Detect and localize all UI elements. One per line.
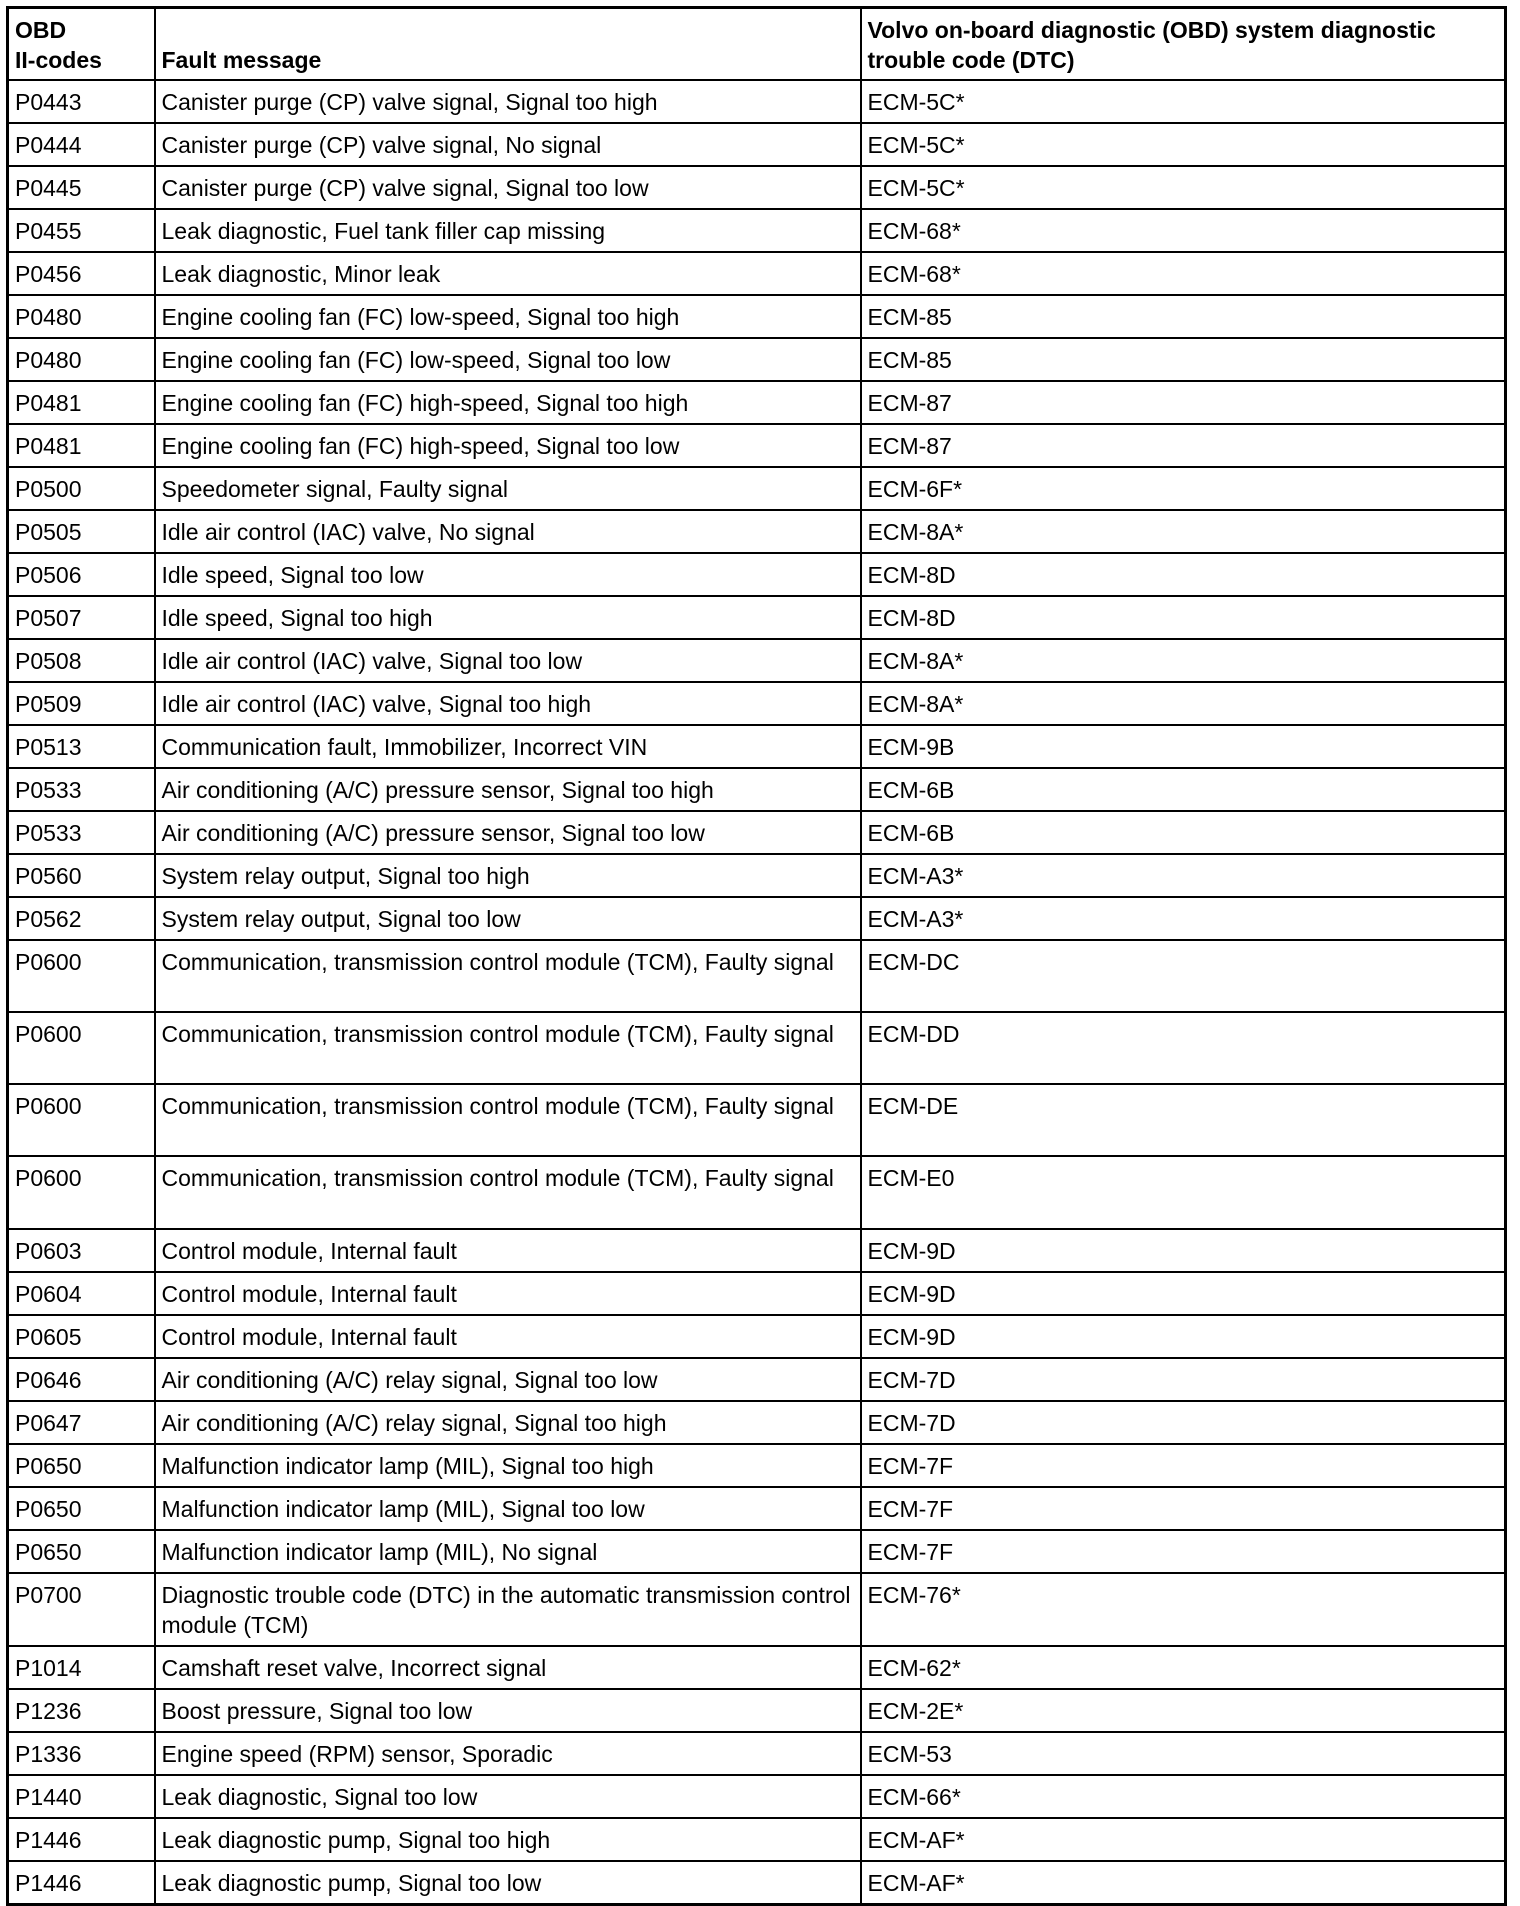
table-row [8, 252, 1506, 295]
table-row [8, 1487, 1506, 1530]
volvo-dtc-cell: ECM-A3* [861, 854, 1506, 897]
volvo-dtc-cell: ECM-68* [861, 209, 1506, 252]
obd-code-cell: P1440 [8, 1775, 155, 1818]
volvo-dtc-cell: ECM-85 [861, 295, 1506, 338]
table-row [8, 553, 1506, 596]
table-row [8, 467, 1506, 510]
table-row [8, 1358, 1506, 1401]
fault-message-cell: Canister purge (CP) valve signal, No signal [155, 123, 861, 166]
volvo-dtc-cell: ECM-9D [861, 1229, 1506, 1272]
fault-message-cell: Leak diagnostic pump, Signal too low [155, 1861, 861, 1905]
table-row [8, 295, 1506, 338]
table-row [8, 1444, 1506, 1487]
volvo-dtc-cell: ECM-6B [861, 768, 1506, 811]
obd-code-cell: P0562 [8, 897, 155, 940]
fault-message-cell: Control module, Internal fault [155, 1229, 861, 1272]
table-body [8, 80, 1506, 1905]
table-row [8, 1315, 1506, 1358]
table-row [8, 940, 1506, 1012]
volvo-dtc-cell: ECM-8A* [861, 510, 1506, 553]
table-header-row [8, 8, 1506, 80]
obd-code-cell: P0600 [8, 1156, 155, 1228]
obd-code-cell: P0605 [8, 1315, 155, 1358]
obd-code-cell: P0480 [8, 338, 155, 381]
obd-code-cell: P0443 [8, 80, 155, 123]
obd-code-cell: P0650 [8, 1487, 155, 1530]
table-row [8, 596, 1506, 639]
table-row [8, 381, 1506, 424]
volvo-dtc-cell: ECM-5C* [861, 123, 1506, 166]
volvo-dtc-cell: ECM-6F* [861, 467, 1506, 510]
fault-message-cell: Engine cooling fan (FC) high-speed, Signal too high [155, 381, 861, 424]
volvo-dtc-cell: ECM-7D [861, 1358, 1506, 1401]
table-row [8, 1573, 1506, 1646]
volvo-dtc-cell: ECM-5C* [861, 80, 1506, 123]
obd-code-cell: P0560 [8, 854, 155, 897]
table-row [8, 1012, 1506, 1084]
dtc-table-wrapper [6, 6, 1507, 1906]
volvo-dtc-cell: ECM-DE [861, 1084, 1506, 1156]
volvo-dtc-cell: ECM-87 [861, 381, 1506, 424]
obd-code-cell: P0481 [8, 424, 155, 467]
volvo-dtc-cell: ECM-62* [861, 1646, 1506, 1689]
table-row [8, 1530, 1506, 1573]
volvo-dtc-cell: ECM-8A* [861, 682, 1506, 725]
volvo-dtc-cell: ECM-76* [861, 1573, 1506, 1646]
obd-code-cell: P0700 [8, 1573, 155, 1646]
fault-message-cell: Idle air control (IAC) valve, Signal too high [155, 682, 861, 725]
volvo-dtc-cell: ECM-DC [861, 940, 1506, 1012]
volvo-dtc-cell: ECM-5C* [861, 166, 1506, 209]
fault-message-cell: Control module, Internal fault [155, 1272, 861, 1315]
table-row [8, 80, 1506, 123]
table-row [8, 209, 1506, 252]
volvo-dtc-cell: ECM-53 [861, 1732, 1506, 1775]
fault-message-cell: System relay output, Signal too high [155, 854, 861, 897]
fault-message-cell: Communication, transmission control module (TCM), Faulty signal [155, 1012, 861, 1084]
table-row [8, 1272, 1506, 1315]
table-row [8, 1775, 1506, 1818]
volvo-dtc-cell: ECM-87 [861, 424, 1506, 467]
volvo-dtc-cell: ECM-85 [861, 338, 1506, 381]
obd-code-cell: P1014 [8, 1646, 155, 1689]
table-row [8, 682, 1506, 725]
fault-message-cell: Air conditioning (A/C) relay signal, Signal too low [155, 1358, 861, 1401]
table-row [8, 725, 1506, 768]
table-row [8, 1818, 1506, 1861]
volvo-dtc-cell: ECM-7F [861, 1487, 1506, 1530]
dtc-table [6, 6, 1507, 1906]
fault-message-cell: Boost pressure, Signal too low [155, 1689, 861, 1732]
fault-message-cell: Malfunction indicator lamp (MIL), No signal [155, 1530, 861, 1573]
fault-message-cell: Engine cooling fan (FC) low-speed, Signal too low [155, 338, 861, 381]
fault-message-cell: Camshaft reset valve, Incorrect signal [155, 1646, 861, 1689]
fault-message-cell: Communication, transmission control module (TCM), Faulty signal [155, 1156, 861, 1228]
volvo-dtc-cell: ECM-9B [861, 725, 1506, 768]
obd-code-cell: P0600 [8, 1012, 155, 1084]
table-row [8, 1646, 1506, 1689]
fault-message-cell: Air conditioning (A/C) pressure sensor, Signal too low [155, 811, 861, 854]
table-row [8, 1229, 1506, 1272]
obd-code-cell: P0509 [8, 682, 155, 725]
obd-code-cell: P1336 [8, 1732, 155, 1775]
fault-message-cell: Engine speed (RPM) sensor, Sporadic [155, 1732, 861, 1775]
table-row [8, 1084, 1506, 1156]
obd-code-cell: P0505 [8, 510, 155, 553]
fault-message-cell: Malfunction indicator lamp (MIL), Signal too low [155, 1487, 861, 1530]
volvo-dtc-cell: ECM-8D [861, 596, 1506, 639]
fault-message-cell: Idle speed, Signal too high [155, 596, 861, 639]
obd-code-cell: P1446 [8, 1818, 155, 1861]
volvo-dtc-cell: ECM-E0 [861, 1156, 1506, 1228]
obd-code-cell: P0533 [8, 768, 155, 811]
fault-message-cell: Canister purge (CP) valve signal, Signal too high [155, 80, 861, 123]
volvo-dtc-cell: ECM-A3* [861, 897, 1506, 940]
obd-code-cell: P0600 [8, 1084, 155, 1156]
obd-code-cell: P0445 [8, 166, 155, 209]
obd-code-cell: P0500 [8, 467, 155, 510]
table-row [8, 123, 1506, 166]
fault-message-cell: Communication fault, Immobilizer, Incorrect VIN [155, 725, 861, 768]
volvo-dtc-cell: ECM-6B [861, 811, 1506, 854]
obd-code-cell: P0444 [8, 123, 155, 166]
fault-message-cell: Air conditioning (A/C) relay signal, Signal too high [155, 1401, 861, 1444]
fault-message-cell: Speedometer signal, Faulty signal [155, 467, 861, 510]
obd-code-cell: P0533 [8, 811, 155, 854]
obd-code-cell: P0650 [8, 1530, 155, 1573]
table-row [8, 1861, 1506, 1905]
fault-message-cell: Idle air control (IAC) valve, No signal [155, 510, 861, 553]
fault-message-cell: Control module, Internal fault [155, 1315, 861, 1358]
table-row [8, 338, 1506, 381]
fault-message-cell: Canister purge (CP) valve signal, Signal too low [155, 166, 861, 209]
obd-code-cell: P0646 [8, 1358, 155, 1401]
fault-message-cell: Malfunction indicator lamp (MIL), Signal too high [155, 1444, 861, 1487]
fault-message-cell: System relay output, Signal too low [155, 897, 861, 940]
obd-code-cell: P0455 [8, 209, 155, 252]
fault-message-cell: Communication, transmission control module (TCM), Faulty signal [155, 940, 861, 1012]
obd-code-cell: P0600 [8, 940, 155, 1012]
volvo-dtc-cell: ECM-68* [861, 252, 1506, 295]
obd-code-cell: P0508 [8, 639, 155, 682]
obd-code-cell: P1446 [8, 1861, 155, 1905]
header-obd-codes: OBD II-codes [8, 8, 155, 80]
table-row [8, 424, 1506, 467]
volvo-dtc-cell: ECM-AF* [861, 1818, 1506, 1861]
obd-code-cell: P0647 [8, 1401, 155, 1444]
table-row [8, 1689, 1506, 1732]
header-volvo-dtc: Volvo on-board diagnostic (OBD) system diagnostic trouble code (DTC) [861, 8, 1506, 80]
volvo-dtc-cell: ECM-7F [861, 1530, 1506, 1573]
volvo-dtc-cell: ECM-9D [861, 1272, 1506, 1315]
fault-message-cell: Engine cooling fan (FC) low-speed, Signal too high [155, 295, 861, 338]
volvo-dtc-cell: ECM-9D [861, 1315, 1506, 1358]
obd-code-cell: P0481 [8, 381, 155, 424]
obd-code-cell: P0513 [8, 725, 155, 768]
volvo-dtc-cell: ECM-2E* [861, 1689, 1506, 1732]
fault-message-cell: Leak diagnostic, Signal too low [155, 1775, 861, 1818]
fault-message-cell: Leak diagnostic, Fuel tank filler cap missing [155, 209, 861, 252]
volvo-dtc-cell: ECM-7F [861, 1444, 1506, 1487]
table-row [8, 166, 1506, 209]
volvo-dtc-cell: ECM-8A* [861, 639, 1506, 682]
table-row [8, 768, 1506, 811]
obd-code-cell: P0506 [8, 553, 155, 596]
fault-message-cell: Leak diagnostic pump, Signal too high [155, 1818, 861, 1861]
obd-code-cell: P0604 [8, 1272, 155, 1315]
fault-message-cell: Idle air control (IAC) valve, Signal too low [155, 639, 861, 682]
fault-message-cell: Idle speed, Signal too low [155, 553, 861, 596]
fault-message-cell: Engine cooling fan (FC) high-speed, Signal too low [155, 424, 861, 467]
table-row [8, 854, 1506, 897]
table-row [8, 639, 1506, 682]
fault-message-cell: Communication, transmission control module (TCM), Faulty signal [155, 1084, 861, 1156]
header-fault-message: Fault message [155, 8, 861, 80]
table-row [8, 1732, 1506, 1775]
fault-message-cell: Diagnostic trouble code (DTC) in the automatic transmission control module (TCM) [155, 1573, 861, 1646]
fault-message-cell: Air conditioning (A/C) pressure sensor, Signal too high [155, 768, 861, 811]
obd-code-cell: P0603 [8, 1229, 155, 1272]
table-row [8, 897, 1506, 940]
obd-code-cell: P0456 [8, 252, 155, 295]
obd-code-cell: P1236 [8, 1689, 155, 1732]
table-row [8, 1156, 1506, 1228]
volvo-dtc-cell: ECM-66* [861, 1775, 1506, 1818]
obd-code-cell: P0650 [8, 1444, 155, 1487]
table-row [8, 510, 1506, 553]
fault-message-cell: Leak diagnostic, Minor leak [155, 252, 861, 295]
obd-code-cell: P0507 [8, 596, 155, 639]
table-row [8, 1401, 1506, 1444]
volvo-dtc-cell: ECM-AF* [861, 1861, 1506, 1905]
table-row [8, 811, 1506, 854]
obd-code-cell: P0480 [8, 295, 155, 338]
volvo-dtc-cell: ECM-8D [861, 553, 1506, 596]
volvo-dtc-cell: ECM-DD [861, 1012, 1506, 1084]
volvo-dtc-cell: ECM-7D [861, 1401, 1506, 1444]
